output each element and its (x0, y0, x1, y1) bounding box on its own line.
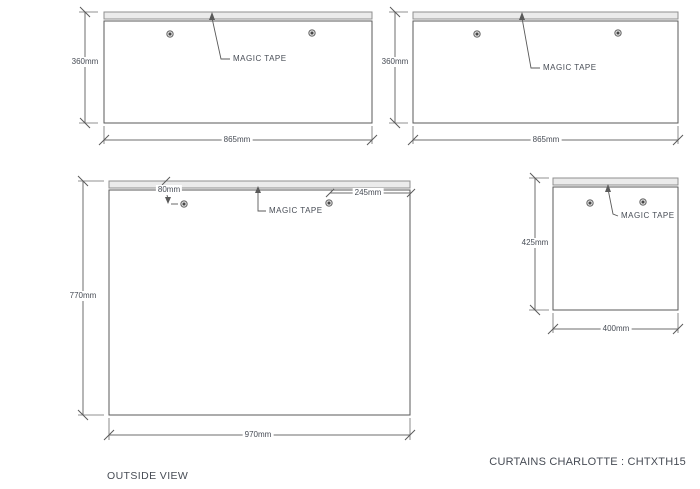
top-right-width-label: 865mm (532, 135, 560, 144)
bottom-left-magic-tape-label: MAGIC TAPE (269, 206, 323, 215)
snap-edge-offset-label: 245mm (354, 188, 382, 197)
snap-fastener-icon (587, 200, 593, 206)
magic-tape-strip (109, 181, 410, 188)
top-left-width-label: 865mm (223, 135, 251, 144)
panel-top-left-linework (79, 7, 377, 145)
snap-fastener-icon (615, 30, 621, 36)
snap-drop-offset-label: 80mm (157, 185, 181, 194)
drawing-reference-title: CURTAINS CHARLOTTE : CHTXTH15 (489, 456, 686, 468)
bottom-left-width-label: 970mm (244, 430, 272, 439)
snap-fastener-icon (640, 199, 646, 205)
snap-fastener-icon (309, 30, 315, 36)
panel-top-right-linework (389, 7, 683, 145)
magic-tape-strip (553, 178, 678, 185)
bottom-right-height-label: 425mm (521, 238, 549, 247)
outside-view-label: OUTSIDE VIEW (107, 470, 189, 482)
bottom-right-width-label: 400mm (602, 324, 630, 333)
height-dimension (389, 7, 408, 128)
panel-bottom-left-linework (78, 176, 415, 440)
panel-bottom-right-linework (529, 173, 683, 334)
curtain-panel-outline (553, 187, 678, 310)
top-left-height-label: 360mm (71, 57, 99, 66)
magic-tape-strip (104, 12, 372, 19)
bottom-right-magic-tape-label: MAGIC TAPE (621, 211, 675, 220)
snap-fastener-icon (181, 201, 187, 207)
curtain-panel-outline (109, 190, 410, 415)
top-right-height-label: 360mm (381, 57, 409, 66)
magic-tape-strip (413, 12, 678, 19)
snap-fastener-icon (326, 200, 332, 206)
curtain-panel-outline (413, 21, 678, 123)
top-left-magic-tape-label: MAGIC TAPE (233, 54, 287, 63)
top-right-magic-tape-label: MAGIC TAPE (543, 63, 597, 72)
snap-fastener-icon (167, 31, 173, 37)
curtain-panel-outline (104, 21, 372, 123)
height-dimension (79, 7, 98, 128)
snap-fastener-icon (474, 31, 480, 37)
bottom-left-height-label: 770mm (69, 291, 97, 300)
